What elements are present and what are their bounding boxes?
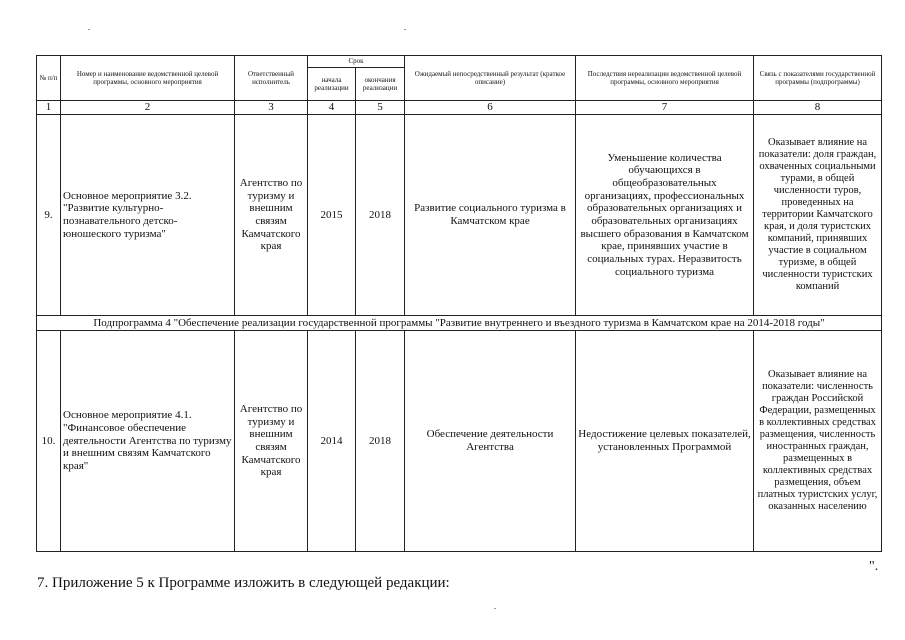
table-header-row-1 bbox=[37, 56, 882, 68]
col-num-3: 3 bbox=[235, 101, 308, 115]
row-start-year: 2014 bbox=[308, 331, 356, 552]
row-result: Обеспечение деятельности Агентства bbox=[405, 331, 576, 552]
row-end-year: 2018 bbox=[356, 115, 405, 316]
header-term: Срок bbox=[308, 56, 405, 68]
subprogram-title: Подпрограмма 4 "Обеспечение реализации государственной программы "Развитие внутреннего и въездного туризма в Камчатском крае на 2014-2018 годы" bbox=[37, 316, 882, 331]
header-consequences: Последствия нереализации ведомственной целевой программы, основного мероприятия bbox=[576, 56, 754, 101]
table-row bbox=[37, 115, 882, 316]
table-row bbox=[37, 331, 882, 552]
header-executor: Ответственный исполнитель bbox=[235, 56, 308, 101]
header-start: начала реализации bbox=[308, 68, 356, 101]
row-num: 10. bbox=[37, 331, 61, 552]
scan-speck bbox=[494, 608, 496, 609]
col-num-5: 5 bbox=[356, 101, 405, 115]
measures-table bbox=[36, 55, 882, 552]
col-num-2: 2 bbox=[61, 101, 235, 115]
header-end: окончания реализации bbox=[356, 68, 405, 101]
row-executor: Агентство по туризму и внешним связям Камчатского края bbox=[235, 115, 308, 316]
row-result: Развитие социального туризма в Камчатском крае bbox=[405, 115, 576, 316]
row-indicator-link: Оказывает влияние на показатели: численность граждан Российской Федерации, размещенных в коллективных средствах размещения, численность иностранных граждан, размещенных в коллективных средствах размещения, объем платных туристских услуг, оказанных населению bbox=[754, 331, 882, 552]
col-num-7: 7 bbox=[576, 101, 754, 115]
row-indicator-link: Оказывает влияние на показатели: доля граждан, охваченных социальными турами, в общей численности туров, проведенных на территории Камчатского края, и доля туристских компаний, принявших участие в социальном туризме, в общей численности туристских компаний bbox=[754, 115, 882, 316]
closing-quote: ". bbox=[869, 559, 879, 574]
row-measure-name: Основное мероприятие 3.2. "Развитие культурно-познавательного детско-юношеского туризма" bbox=[61, 115, 235, 316]
subprogram-row bbox=[37, 316, 882, 331]
amendment-paragraph: 7. Приложение 5 к Программе изложить в следующей редакции: bbox=[37, 575, 450, 591]
col-num-6: 6 bbox=[405, 101, 576, 115]
header-result: Ожидаемый непосредственный результат (краткое описание) bbox=[405, 56, 576, 101]
scan-speck bbox=[88, 29, 90, 30]
header-num: № п/п bbox=[37, 56, 61, 101]
column-number-row bbox=[37, 101, 882, 115]
col-num-1: 1 bbox=[37, 101, 61, 115]
col-num-4: 4 bbox=[308, 101, 356, 115]
row-consequences: Недостижение целевых показателей, установленных Программой bbox=[576, 331, 754, 552]
row-measure-name: Основное мероприятие 4.1. "Финансовое обеспечение деятельности Агентства по туризму и внешним связям Камчатского края" bbox=[61, 331, 235, 552]
header-name: Номер и наименование ведомственной целевой программы, основного мероприятия bbox=[61, 56, 235, 101]
col-num-8: 8 bbox=[754, 101, 882, 115]
row-end-year: 2018 bbox=[356, 331, 405, 552]
row-num: 9. bbox=[37, 115, 61, 316]
row-start-year: 2015 bbox=[308, 115, 356, 316]
scan-speck bbox=[404, 29, 406, 30]
header-link: Связь с показателями государственной программы (подпрограммы) bbox=[754, 56, 882, 101]
row-executor: Агентство по туризму и внешним связям Камчатского края bbox=[235, 331, 308, 552]
row-consequences: Уменьшение количества обучающихся в общеобразовательных организациях, профессиональных образовательных организациях и образовательных организациях высшего образования в Камчатском крае, принявших участие в социальных турах. Неразвитость социального туризма bbox=[576, 115, 754, 316]
